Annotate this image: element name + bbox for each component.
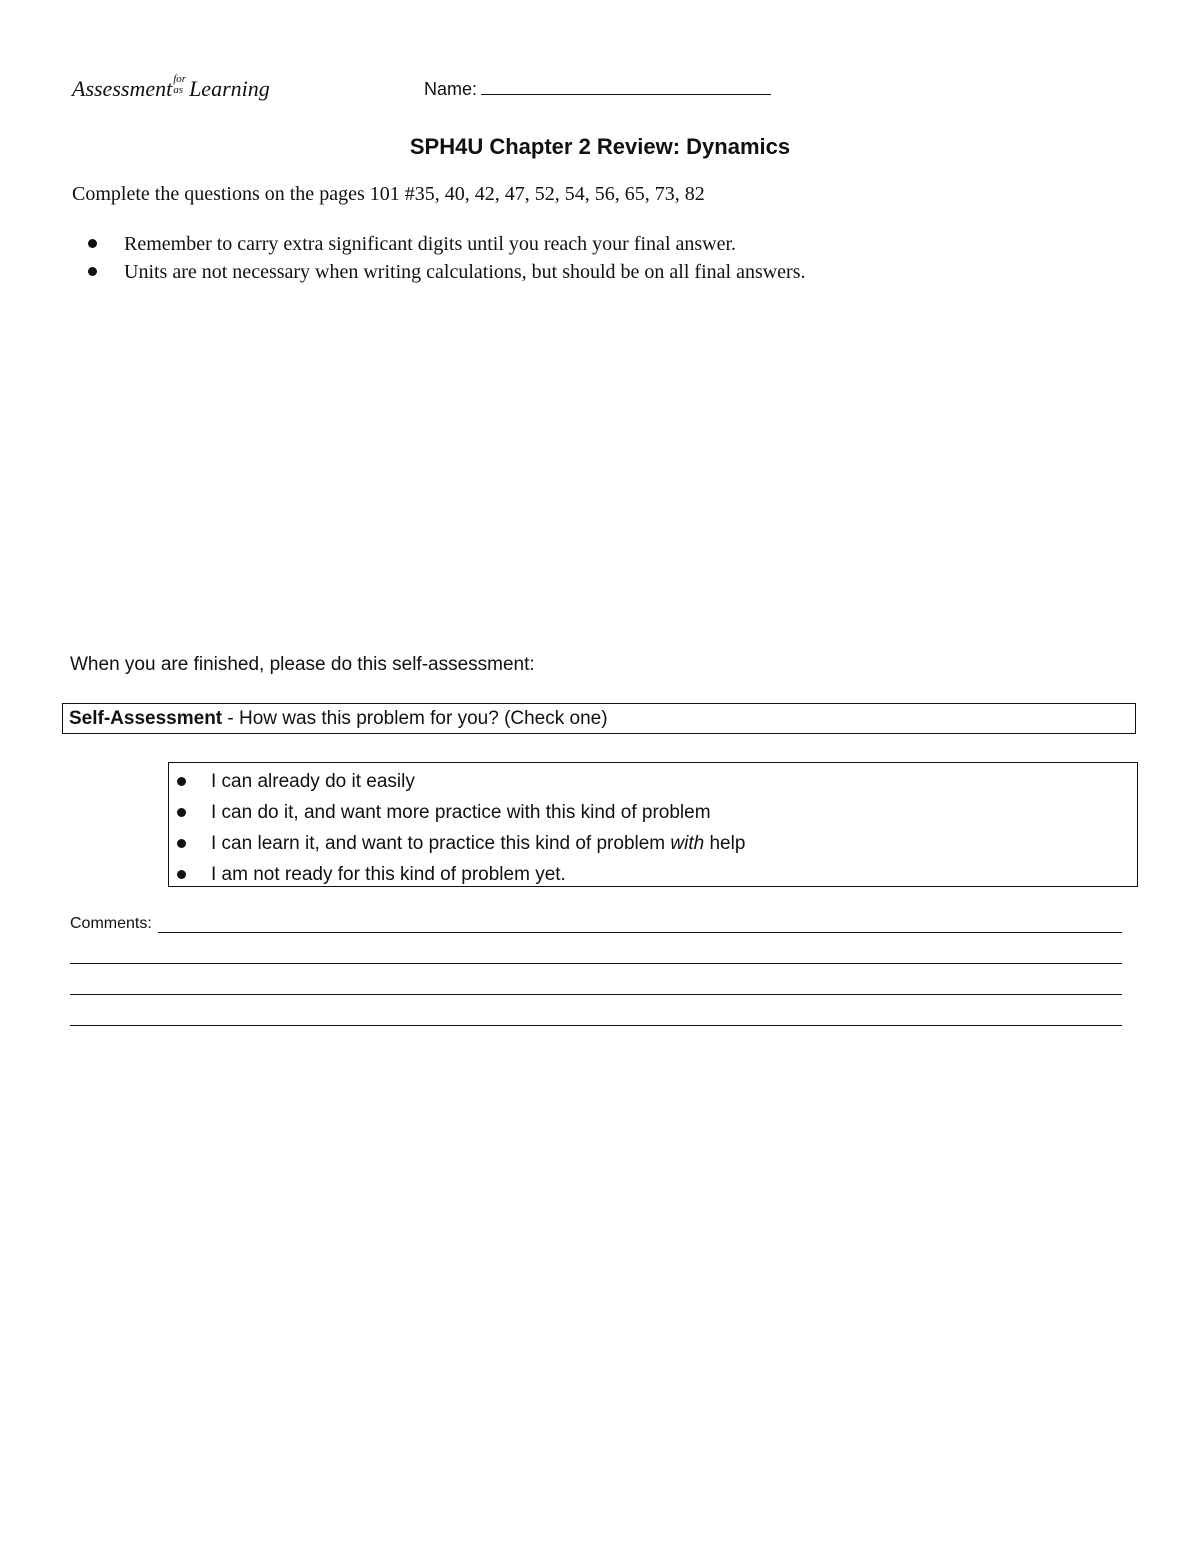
option-text: I am not ready for this kind of problem yet.: [211, 864, 566, 885]
brand-stack: [173, 74, 186, 96]
self-assessment-options: [168, 762, 1138, 887]
note-item: [72, 230, 806, 258]
option-text-after: help: [704, 833, 746, 854]
option-want-more-practice[interactable]: [169, 797, 1137, 828]
comments-row: [70, 939, 1122, 970]
instructions-text: Complete the questions on the pages 101 #35, 40, 42, 47, 52, 54, 56, 65, 73, 82: [72, 183, 705, 205]
comments-row: [70, 1001, 1122, 1032]
bullet-icon: [177, 777, 186, 786]
note-text: Remember to carry extra significant digits until you reach your final answer.: [124, 233, 737, 255]
notes-list: [72, 230, 806, 286]
comments-label: Comments:: [70, 915, 152, 932]
comments-line[interactable]: [70, 962, 1122, 964]
comments-line[interactable]: [70, 1024, 1122, 1026]
self-assessment-header-box: [62, 703, 1136, 734]
note-item: [72, 258, 806, 286]
note-text: Units are not necessary when writing calculations, but should be on all final answers.: [124, 261, 806, 283]
option-text: I can already do it easily: [211, 771, 415, 792]
brand-right: Learning: [189, 76, 270, 101]
option-learn-with-help[interactable]: [169, 828, 1137, 859]
option-not-ready[interactable]: [169, 859, 1137, 890]
bullet-icon: [177, 808, 186, 817]
page-title: SPH4U Chapter 2 Review: Dynamics: [409, 134, 791, 159]
bullet-icon: [177, 839, 186, 848]
bullet-icon: [88, 239, 97, 248]
self-assessment-label: Self-Assessment: [69, 708, 223, 729]
brand-as: as: [173, 83, 183, 96]
option-text: I can do it, and want more practice with this kind of problem: [211, 802, 711, 823]
name-blank-line[interactable]: [481, 76, 771, 95]
comments-row: [70, 970, 1122, 1001]
brand-for: for: [173, 72, 187, 85]
option-text-before: I can learn it, and want to practice this kind of problem: [211, 833, 671, 854]
self-assessment-question: - How was this problem for you? (Check one): [222, 708, 608, 729]
finished-prompt: When you are finished, please do this self-assessment:: [70, 654, 535, 675]
option-already-easily[interactable]: [169, 766, 1137, 797]
assessment-for-as-learning-logo: [72, 72, 270, 106]
name-label: Name:: [424, 79, 478, 99]
bullet-icon: [88, 267, 97, 276]
comments-row: [70, 908, 1122, 939]
comments-section: [70, 908, 1122, 1032]
option-text-italic: with: [670, 833, 705, 854]
comments-line[interactable]: [158, 931, 1122, 933]
comments-line[interactable]: [70, 993, 1122, 995]
brand-left: Assessment: [72, 76, 173, 101]
bullet-icon: [177, 870, 186, 879]
name-field: [424, 76, 771, 102]
